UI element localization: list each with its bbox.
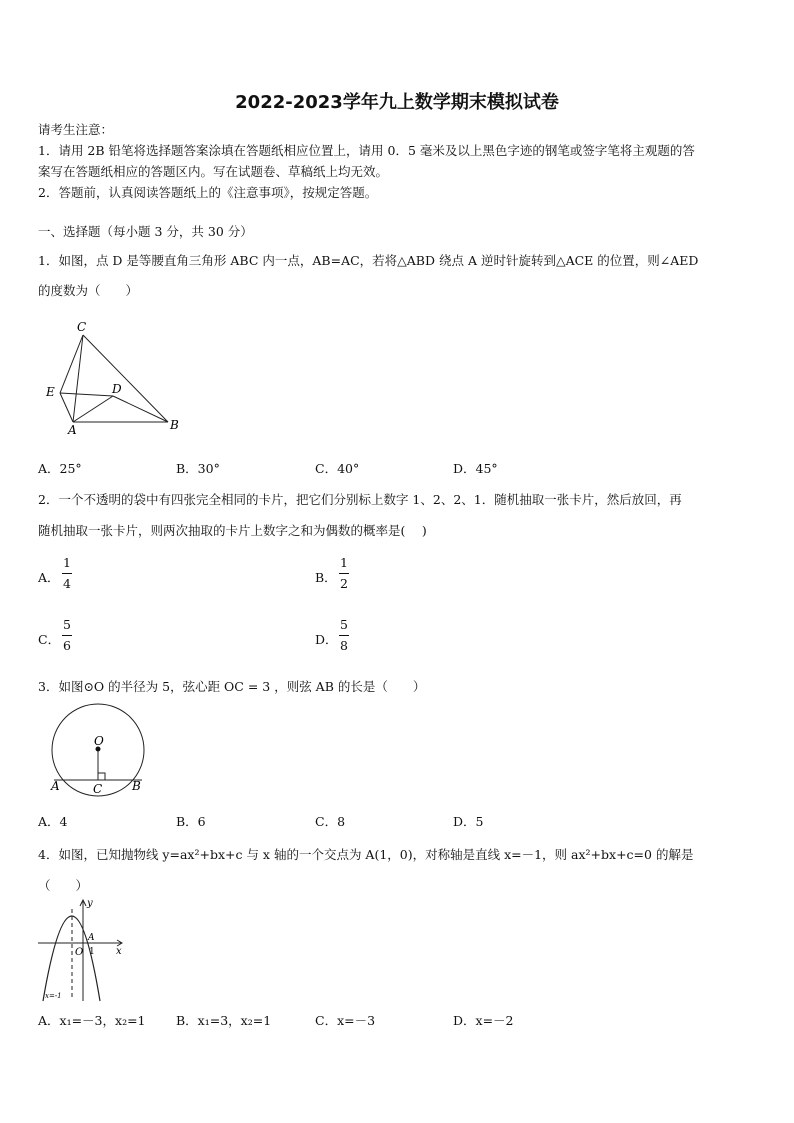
q3-option-b[interactable]: B．6: [176, 814, 206, 829]
q1-label-a: A: [68, 423, 77, 435]
q4-label-x: x: [116, 946, 122, 957]
q1-text-line-2: 的度数为（ ）: [38, 283, 139, 298]
notice-heading: 请考生注意：: [38, 122, 114, 137]
q2-option-c-letter[interactable]: C．: [38, 632, 61, 647]
q1-line-ad: [73, 396, 113, 422]
q2-option-a-denominator: 4: [63, 576, 71, 591]
q2-text-line-2: 随机抽取一张卡片，则两次抽取的卡片上数字之和为偶数的概率是( ): [38, 523, 427, 538]
notice-line-1: 1．请用 2B 铅笔将选择题答案涂填在答题纸相应位置上，请用 0．5 毫米及以上黑色字迹的钢笔或签字笔将主观题的答: [38, 143, 695, 158]
q2-option-a-numerator: 1: [63, 555, 71, 570]
fraction-bar: [339, 635, 349, 636]
q2-option-b-letter[interactable]: B．: [315, 570, 337, 585]
notice-line-2: 案写在答题纸相应的答题区内。写在试题卷、草稿纸上均无效。: [38, 164, 389, 179]
q3-text-line-1: 3．如图⊙O 的半径为 5，弦心距 OC = 3 ，则弦 AB 的长是（ ）: [38, 679, 426, 694]
q1-line-ea: [60, 393, 73, 422]
q4-text-line-2: （ ）: [38, 878, 89, 893]
q2-option-a-fraction[interactable]: [62, 555, 72, 592]
q1-line-ed: [60, 393, 113, 396]
q3-label-b: B: [132, 779, 141, 793]
q1-label-b: B: [170, 418, 179, 432]
q2-option-b-numerator: 1: [340, 555, 348, 570]
q4-text-line-1: 4．如图，已知抛物线 y=ax²+bx+c 与 x 轴的一个交点为 A(1，0)，对称轴是直线 x=－1，则 ax²+bx+c=0 的解是: [38, 847, 694, 862]
q3-label-o: O: [94, 734, 104, 748]
q3-circle-figure: [40, 700, 155, 800]
q4-option-c[interactable]: C．x=－3: [315, 1013, 376, 1028]
q2-option-c-numerator: 5: [63, 617, 71, 632]
q1-option-a[interactable]: A．25°: [38, 461, 82, 476]
q1-option-c[interactable]: C．40°: [315, 461, 360, 476]
q2-option-a-letter[interactable]: A．: [38, 570, 60, 585]
q1-triangle-figure: [40, 315, 190, 435]
q3-option-c[interactable]: C．8: [315, 814, 346, 829]
q4-label-a: A: [88, 933, 95, 943]
q4-label-o: O: [75, 947, 84, 958]
q1-line-db: [113, 396, 168, 422]
q2-option-d-letter[interactable]: D．: [315, 632, 338, 647]
notice-line-3: 2．答题前，认真阅读答题纸上的《注意事项》，按规定答题。: [38, 185, 378, 200]
q1-option-d[interactable]: D．45°: [453, 461, 498, 476]
section-heading: 一、选择题（每小题 3 分，共 30 分）: [38, 224, 253, 239]
q2-option-b-fraction[interactable]: [339, 555, 349, 592]
q2-option-c-fraction[interactable]: [62, 617, 72, 654]
q1-label-c: C: [77, 320, 87, 334]
q1-line-cb: [83, 335, 168, 422]
q4-label-axis: x=-1: [45, 992, 62, 1000]
q2-option-d-denominator: 8: [340, 638, 348, 653]
q2-option-b-denominator: 2: [340, 576, 348, 591]
q4-option-b[interactable]: B．x₁=3，x₂=1: [176, 1013, 272, 1028]
q4-label-y: y: [87, 898, 93, 909]
q2-option-d-numerator: 5: [340, 617, 348, 632]
q4-option-a[interactable]: A．x₁=－3，x₂=1: [38, 1013, 146, 1028]
q3-label-a: A: [51, 779, 60, 793]
q3-option-d[interactable]: D．5: [453, 814, 484, 829]
q1-label-e: E: [46, 385, 55, 399]
q4-option-d[interactable]: D．x=－2: [453, 1013, 514, 1028]
q4-label-one: 1: [89, 947, 95, 957]
fraction-bar: [62, 635, 72, 636]
q1-text-line-1: 1．如图，点 D 是等腰直角三角形 ABC 内一点，AB=AC，若将△ABD 绕点 A 逆时针旋转到△ACE 的位置，则∠AED: [38, 253, 699, 268]
page-title: 2022-2023学年九上数学期末模拟试卷: [235, 92, 559, 113]
fraction-bar: [339, 573, 349, 574]
q3-option-a[interactable]: A．4: [38, 814, 68, 829]
q2-option-c-denominator: 6: [63, 638, 71, 653]
q1-option-b[interactable]: B．30°: [176, 461, 220, 476]
q3-right-angle-mark: [98, 773, 105, 780]
q1-label-d: D: [112, 382, 122, 396]
fraction-bar: [62, 573, 72, 574]
q4-parabola-figure: [36, 893, 136, 1005]
q2-option-d-fraction[interactable]: [339, 617, 349, 654]
q3-label-c: C: [93, 782, 103, 796]
q2-text-line-1: 2．一个不透明的袋中有四张完全相同的卡片，把它们分别标上数字 1、2、2、1．随机抽取一张卡片，然后放回，再: [38, 492, 682, 507]
